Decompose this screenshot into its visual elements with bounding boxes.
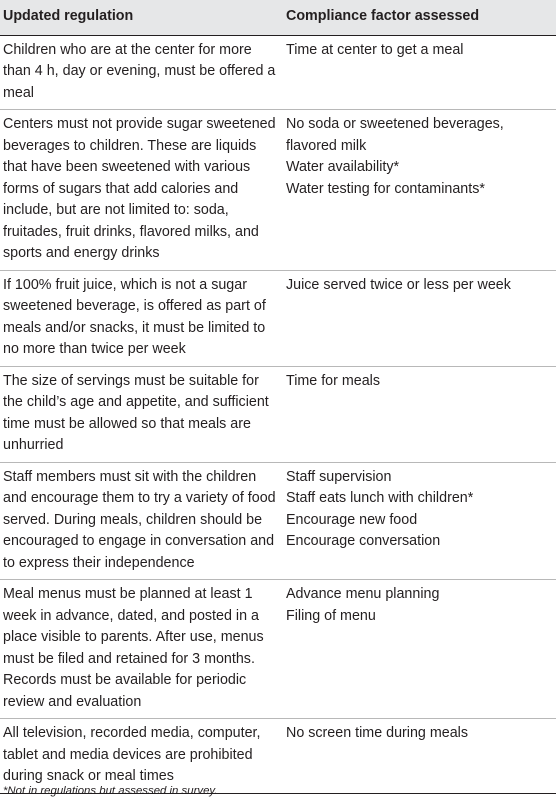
table-row [0, 110, 556, 271]
compliance-factor: Juice served twice or less per week [286, 276, 511, 293]
table-row [0, 366, 556, 462]
compliance-factor: Filing of menu [286, 607, 376, 624]
compliance-cell [283, 110, 556, 271]
regulation-cell: If 100% fruit juice, which is not a sugar sweetened beverage, is offered as part of meals and/or snacks, it must be limited to no more than twice per week [0, 270, 283, 366]
compliance-factor: Staff supervision [286, 468, 392, 485]
compliance-cell [283, 580, 556, 719]
compliance-factor: No screen time during meals [286, 725, 468, 741]
table-row [0, 719, 556, 794]
compliance-factor: Staff eats lunch with children* [286, 490, 474, 506]
compliance-factor: Encourage new food [286, 511, 418, 528]
compliance-factor: Time for meals [286, 372, 381, 389]
compliance-factor: Advance menu planning [286, 586, 440, 602]
regulation-cell: The size of servings must be suitable for the child’s age and appetite, and sufficient time must be allowed so that meals are unhurried [0, 366, 283, 462]
regulation-cell: Children who are at the center for more than 4 h, day or evening, must be offered a meal [0, 35, 283, 110]
compliance-factor: No soda or sweetened beverages, flavored milk [286, 116, 504, 154]
table-footnote: *Not in regulations but assessed in survey. [3, 785, 218, 797]
table-row [0, 270, 556, 366]
table-header-row [0, 0, 556, 35]
compliance-cell [283, 719, 556, 794]
compliance-cell [283, 270, 556, 366]
column-header-regulation: Updated regulation [0, 0, 283, 35]
table-row [0, 35, 556, 110]
compliance-factor: Water testing for contaminants* [286, 180, 485, 197]
table-row [0, 462, 556, 580]
compliance-cell [283, 366, 556, 462]
table-row [0, 580, 556, 719]
regulation-cell: Centers must not provide sugar sweetened beverages to children. These are liquids that have been sweetened with various forms of sugars that add calories and include, but are not limited to: soda, fruitades, fruit drinks, flavored milks, and sports and energy drinks [0, 110, 283, 271]
compliance-factor: Encourage conversation [286, 533, 441, 549]
regulation-cell: Staff members must sit with the children and encourage them to try a variety of food served. During meals, children should be encouraged to engage in conversation and to express their independence [0, 462, 283, 580]
regulation-cell: Meal menus must be planned at least 1 week in advance, dated, and posted in a place visible to parents. After use, menus must be filed and retained for 3 months. Records must be available for periodic review and evaluation [0, 580, 283, 719]
compliance-factor: Water availability* [286, 159, 400, 175]
compliance-cell [283, 35, 556, 110]
regulation-cell: All television, recorded media, computer, tablet and media devices are prohibited during snack or meal times [0, 719, 283, 794]
compliance-factor: Time at center to get a meal [286, 41, 464, 58]
column-header-compliance: Compliance factor assessed [283, 0, 556, 35]
compliance-cell [283, 462, 556, 580]
